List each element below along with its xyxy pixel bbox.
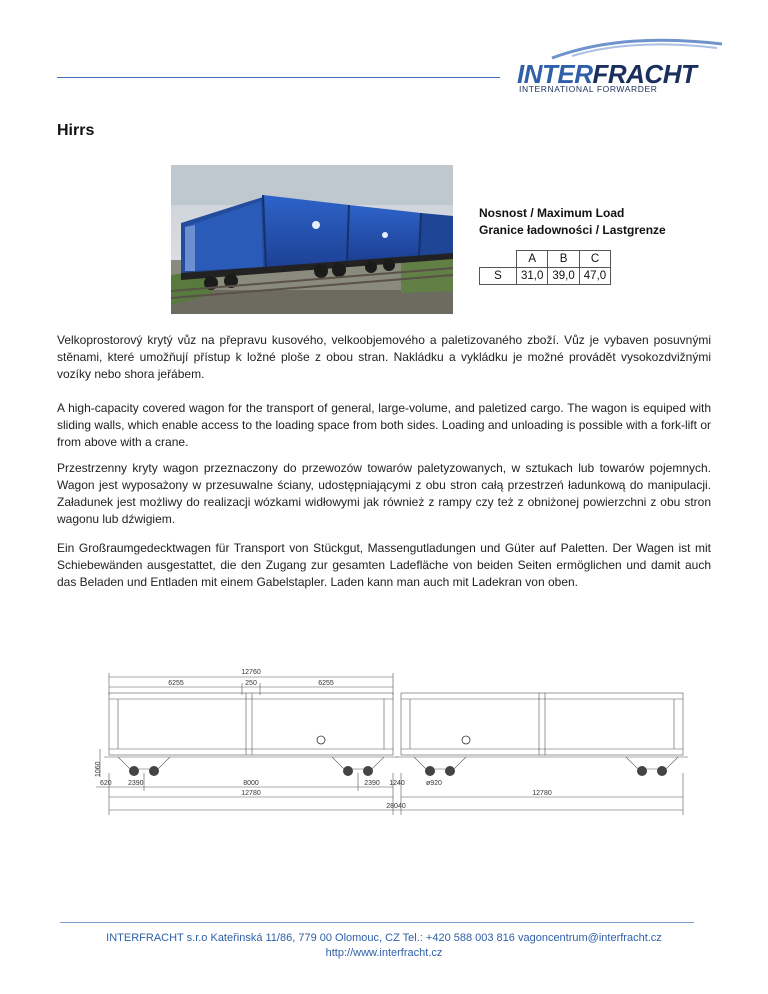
logo-word-inter: INTER	[517, 59, 593, 89]
load-table-col-b: B	[548, 251, 579, 268]
dim-12780-b: 12780	[532, 790, 552, 797]
load-table-corner	[480, 251, 517, 268]
dim-top-left: 6255	[168, 680, 184, 687]
footer-website[interactable]: http://www.interfracht.cz	[325, 947, 443, 959]
dim-1240: 1240	[389, 780, 405, 787]
load-table	[479, 250, 611, 285]
paragraph-german: Ein Großraumgedecktwagen für Transport von Stückgut, Massengutladungen und Güter auf Paletten. Der Wagen ist mit Schiebewänden ausgestattet, die den Zugang zur gesamten Ladefläche von beiden Seiten ermöglichen und damit auch das Beladen und Entladen mit einem Gabelstapler. Laden kann man auch mit Ladekran von oben.	[57, 541, 711, 589]
page-title: Hirrs	[57, 122, 95, 139]
dim-620: 620	[100, 780, 112, 787]
dim-top-gap: 250	[245, 680, 257, 687]
load-table-col-c: C	[579, 251, 610, 268]
load-heading-line1: Nosnost / Maximum Load	[479, 206, 625, 220]
load-table-value-a: 31,0	[517, 268, 548, 285]
company-logo	[512, 30, 732, 100]
wagon-photo	[171, 165, 453, 314]
dim-total: 28040	[386, 803, 406, 810]
dim-2390-b: 2390	[364, 780, 380, 787]
load-table-row	[480, 268, 611, 285]
dim-2390-a: 2390	[128, 780, 144, 787]
footer-rule	[60, 922, 694, 923]
load-table-row-label: S	[480, 268, 517, 285]
paragraph-english: A high-capacity covered wagon for the transport of general, large-volume, and paletized cargo. The wagon is equiped with sliding walls, which enable access to the loading space from both sides. Loading and unloading is possible with a fork-lift or from above with a crane.	[57, 401, 711, 449]
paragraph-czech: Velkoprostorový krytý vůz na přepravu kusového, velkoobjemového a paletizovaného zboží. Vůz je vybaven posuvnými stěnami, které umožňují přístup k ložné ploše z obou stran. Nakládku a vykládku je možné provádět vysokozdvižnými vozíky nebo shora jeřábem.	[57, 333, 711, 381]
load-table-col-a: A	[517, 251, 548, 268]
paragraph-polish: Przestrzenny kryty wagon przeznaczony do przewozów towarów paletyzowanych, w sztukach lub towarów pojemnych. Wagon jest wyposażony w przesuwalne ściany, udostępniającymi z obu stron całą przestrzeń ładunkową do manipulacji. Załadunek jest możliwy do realizacji wózkami widłowymi jak również z rampy czy też z obniżonej powierzchni z obu stron wagonu lub dźwigiem.	[57, 461, 711, 526]
footer-address: INTERFRACHT s.r.o Kateřinská 11/86, 779 00 Olomouc, CZ Tel.: +420 588 003 816 vagoncentrum@interfracht.cz	[106, 932, 662, 944]
load-table-value-b: 39,0	[548, 268, 579, 285]
load-table-value-c: 47,0	[579, 268, 610, 285]
dim-top-right: 6255	[318, 680, 334, 687]
footer	[0, 931, 768, 961]
logo-word-fracht: FRACHT	[592, 59, 697, 89]
logo-tagline: INTERNATIONAL FORWARDER	[519, 84, 658, 94]
load-heading	[479, 205, 666, 239]
dim-12780-a: 12780	[241, 790, 261, 797]
dim-height: 1060	[95, 761, 102, 777]
dim-8000: 8000	[243, 780, 259, 787]
dim-top-total: 12760	[241, 669, 261, 676]
load-heading-line2: Granice ładowności / Lastgrenze	[479, 223, 666, 237]
technical-drawing	[96, 665, 696, 825]
header-rule	[57, 77, 500, 78]
dim-wheel: ø920	[426, 780, 442, 787]
load-table-header-row	[480, 251, 611, 268]
